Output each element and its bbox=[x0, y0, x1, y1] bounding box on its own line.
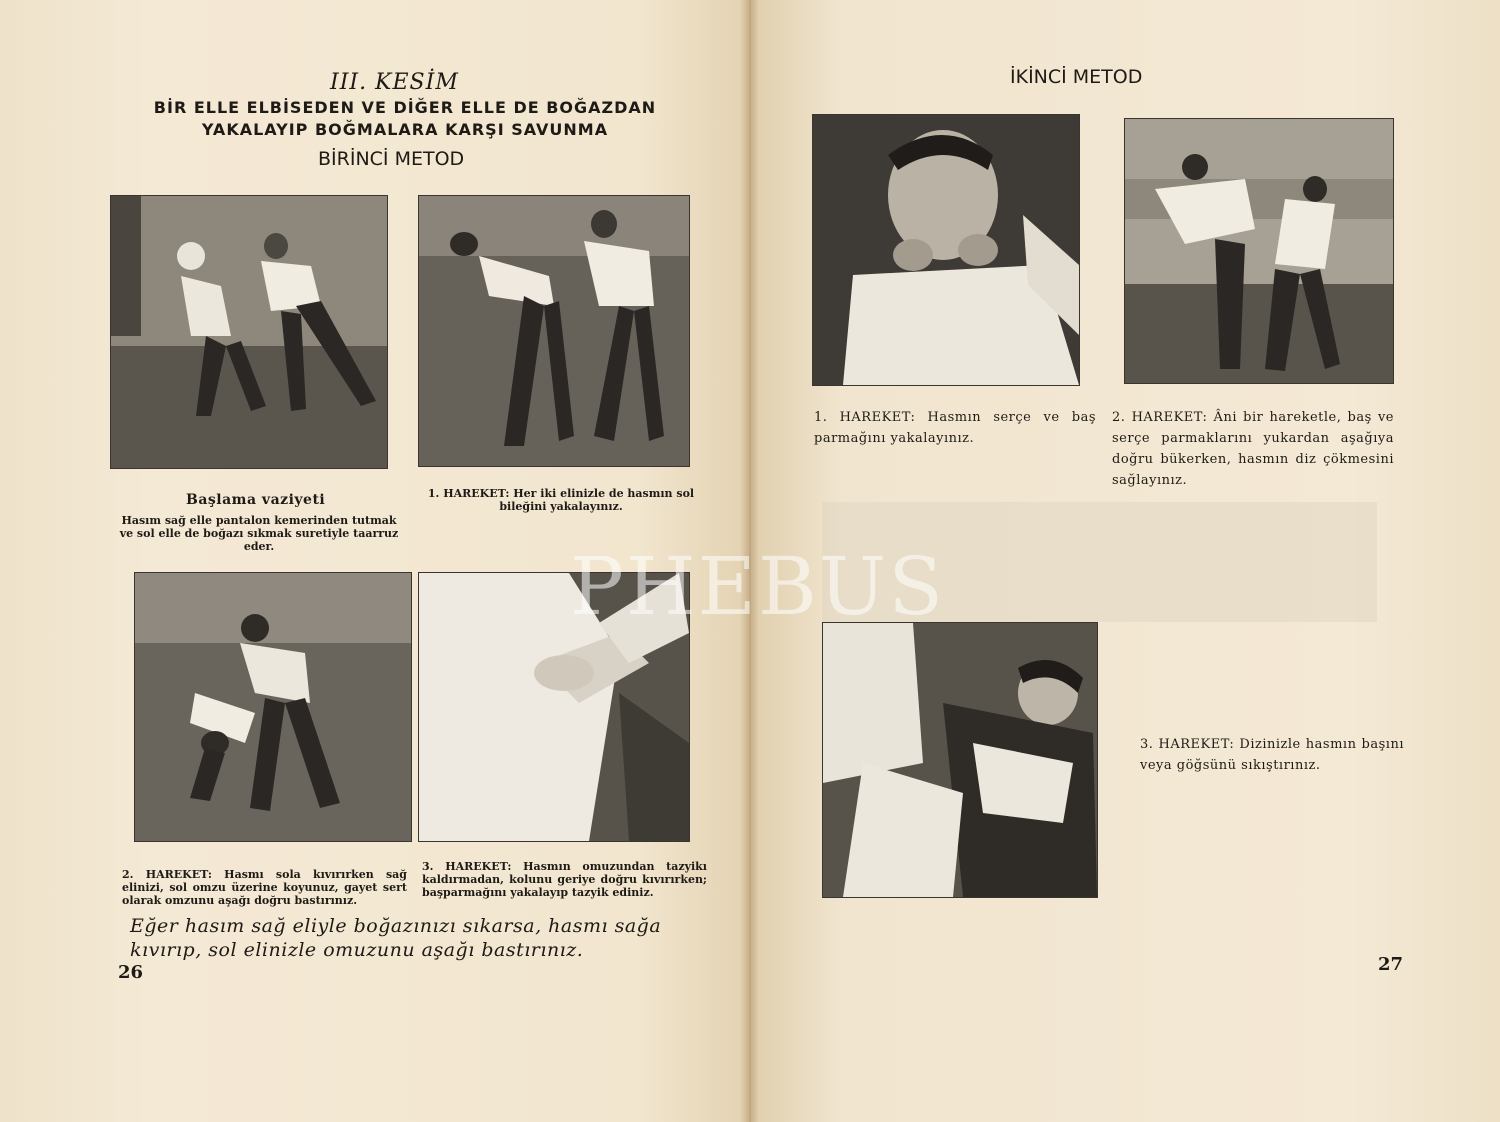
heading-line-2: YAKALAYIP BOĞMALARA KARŞI SAVUNMA bbox=[201, 120, 609, 139]
caption-start-body: Hasım sağ elle pantalon kemerinden tutmak ve sol elle de boğazı sıkmak suretiyle taarruz eder. bbox=[119, 514, 399, 553]
photo-right-move-3 bbox=[822, 622, 1098, 898]
caption-left-move-1: 1. HAREKET: Her iki elinizle de hasmın sol bileğini yakalayınız. bbox=[427, 487, 695, 513]
method-title-right: İKİNCİ METOD bbox=[1010, 66, 1143, 88]
italic-note: Eğer hasım sağ eliyle boğazınızı sıkarsa, hasmı sağa kıvırıp, sol elinizle omuzunu aşağı bastırınız. bbox=[130, 915, 662, 961]
caption-right-move-1: 1. HAREKET: Hasmın serçe ve baş parmağını yakalayınız. bbox=[814, 410, 1096, 446]
photo-right-move-2 bbox=[1124, 118, 1394, 384]
caption-left-move-3: 3. HAREKET: Hasmın omuzundan tazyikı kaldırmadan, kolunu geriye doğru kıvırırken; başparmağını yakalayıp tazyik ediniz. bbox=[422, 860, 707, 899]
caption-start-title: Başlama vaziyeti bbox=[186, 492, 326, 508]
caption-left-move-2: 2. HAREKET: Hasmı sola kıvırırken sağ elinizi, sol omzu üzerine koyunuz, gayet sert olarak omzunu aşağı doğru bastırınız. bbox=[122, 868, 407, 907]
photo-move-2 bbox=[134, 572, 412, 842]
heading-line-1: BİR ELLE ELBİSEDEN VE DİĞER ELLE DE BOĞAZDAN bbox=[153, 98, 657, 117]
photo-starting-position bbox=[110, 195, 388, 469]
caption-right-move-3: 3. HAREKET: Dizinizle hasmın başını veya göğsünü sıkıştırınız. bbox=[1140, 737, 1404, 773]
page-number-right: 27 bbox=[1378, 954, 1404, 975]
caption-right-move-2: 2. HAREKET: Âni bir hareketle, baş ve serçe parmaklarını yukardan aşağıya doğru bükerken, hasmın diz çökmesini sağlayınız. bbox=[1112, 410, 1394, 488]
section-title: III. KESİM bbox=[330, 70, 459, 95]
watermark-text: PHEBUS bbox=[570, 540, 946, 633]
page-number-left: 26 bbox=[118, 962, 144, 983]
photo-right-move-1 bbox=[812, 114, 1080, 386]
method-title-left: BİRİNCİ METOD bbox=[318, 148, 465, 170]
photo-move-1 bbox=[418, 195, 690, 467]
